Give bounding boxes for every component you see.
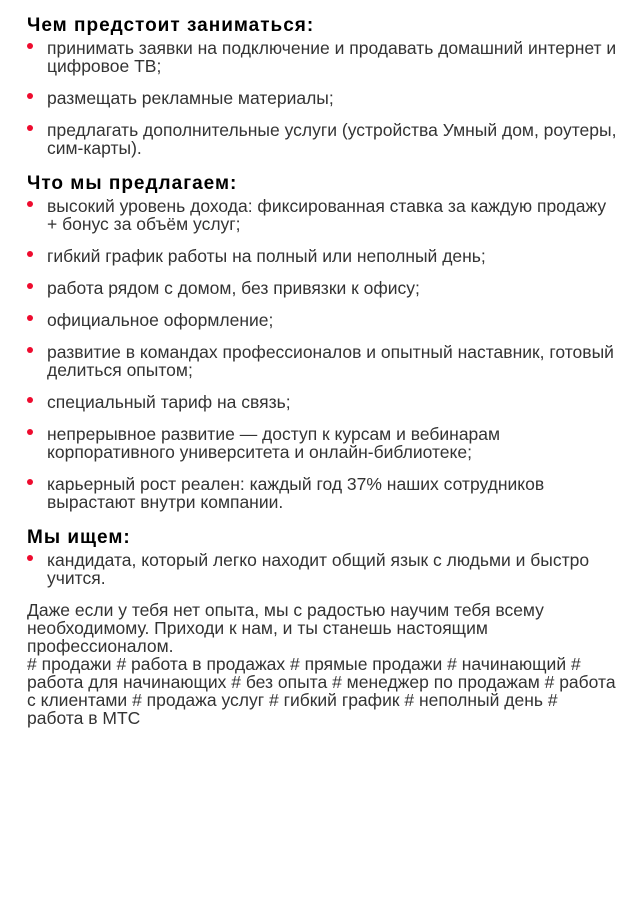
bullet-icon (27, 43, 33, 49)
bullet-icon (27, 429, 33, 435)
offer-list (27, 197, 618, 511)
list-item-text: развитие в командах профессионалов и опытный наставник, готовый делиться опытом; (47, 342, 614, 380)
list-item-text: работа рядом с домом, без привязки к офису; (47, 278, 420, 298)
list-item-text: непрерывное развитие — доступ к курсам и вебинарам корпоративного университета и онлайн-библиотеке; (47, 424, 501, 462)
section-title-offer: Что мы предлагаем: (27, 173, 238, 194)
list-item (27, 551, 618, 587)
outro-paragraph: Даже если у тебя нет опыта, мы с радостью научим тебя всему необходимому. Приходи к нам, и ты станешь настоящим профессионалом. (27, 600, 544, 656)
bullet-icon (27, 201, 33, 207)
list-item-text: гибкий график работы на полный или неполный день; (47, 246, 486, 266)
bullet-icon (27, 347, 33, 353)
bullet-icon (27, 251, 33, 257)
list-item (27, 279, 618, 297)
bullet-icon (27, 93, 33, 99)
bullet-icon (27, 283, 33, 289)
bullet-icon (27, 315, 33, 321)
section-title-duties: Чем предстоит заниматься: (27, 15, 315, 36)
bullet-icon (27, 397, 33, 403)
duties-list (27, 39, 618, 157)
list-item (27, 425, 618, 461)
list-item (27, 121, 618, 157)
list-item-text: специальный тариф на связь; (47, 392, 291, 412)
list-item-text: размещать рекламные материалы; (47, 88, 334, 108)
list-item (27, 39, 618, 75)
list-item-text: кандидата, который легко находит общий язык с людьми и быстро учится. (47, 550, 590, 588)
list-item (27, 393, 618, 411)
list-item (27, 475, 618, 511)
looking-for-list (27, 551, 618, 587)
list-item-text: принимать заявки на подключение и продавать домашний интернет и цифровое ТВ; (47, 38, 617, 76)
bullet-icon (27, 125, 33, 131)
list-item (27, 311, 618, 329)
bullet-icon (27, 555, 33, 561)
list-item (27, 247, 618, 265)
tags-paragraph: # продажи # работа в продажах # прямые продажи # начинающий # работа для начинающих # без опыта # менеджер по продажам # работа с клиентами # продажа услуг # гибкий график # неполный день # работа в МТС (27, 654, 616, 728)
list-item-text: официальное оформление; (47, 310, 274, 330)
list-item-text: карьерный рост реален: каждый год 37% наших сотрудников вырастают внутри компании. (47, 474, 545, 512)
section-title-looking-for: Мы ищем: (27, 527, 131, 548)
list-item (27, 343, 618, 379)
bullet-icon (27, 479, 33, 485)
list-item (27, 89, 618, 107)
list-item (27, 197, 618, 233)
list-item-text: предлагать дополнительные услуги (устройства Умный дом, роутеры, сим-карты). (47, 120, 617, 158)
list-item-text: высокий уровень дохода: фиксированная ставка за каждую продажу + бонус за объём услуг; (47, 196, 607, 234)
